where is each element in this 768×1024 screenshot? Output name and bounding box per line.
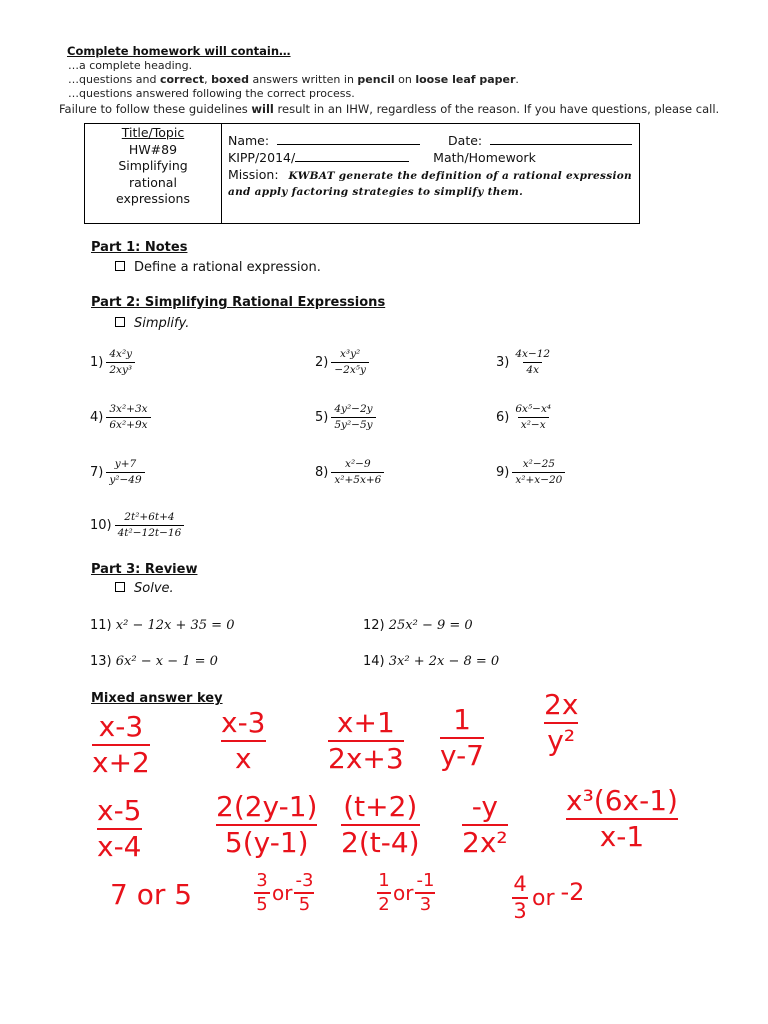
answer-12: 3 5 or -3 5 xyxy=(254,872,314,914)
answer-14: 4 3 or -2 xyxy=(513,872,585,923)
answer-5: 2x y² xyxy=(544,688,579,757)
answer-10: x³(6x-1) x-1 xyxy=(566,784,678,853)
part3-instruction: Solve. xyxy=(115,581,174,596)
date-label: Date: xyxy=(448,133,483,148)
problem-14: 14) 3x² + 2x − 8 = 0 xyxy=(363,654,500,669)
checkbox-icon xyxy=(115,582,125,592)
answer-6: x-5 x-4 xyxy=(97,794,142,863)
part2-heading: Part 2: Simplifying Rational Expressions xyxy=(91,295,386,310)
answer-7: 2(2y-1) 5(y-1) xyxy=(216,790,318,859)
checkbox-icon xyxy=(115,261,125,271)
part2-instruction: Simplify. xyxy=(115,316,189,331)
answer-13: 1 2 or -1 3 xyxy=(378,870,435,915)
student-info-cell xyxy=(222,124,640,224)
problem-4: 4) $\frac{\text{3x²+3x}}{\text{6x²+9x}}$ xyxy=(90,403,151,432)
title-topic-cell xyxy=(85,124,222,224)
checkbox-icon xyxy=(115,317,125,327)
part1-item: Define a rational expression. xyxy=(115,260,321,275)
class-blank[interactable] xyxy=(295,150,409,162)
problem-12: 12) 25x² − 9 = 0 xyxy=(363,618,473,633)
problem-6: 6) $\frac{\text{6x⁵−x⁴}}{\text{x²−x}}$ xyxy=(496,403,552,431)
problem-1: 1) $\frac{\text{4x²y}}{\text{2xy³}}$ xyxy=(90,348,135,377)
name-label: Name: xyxy=(228,133,270,148)
problem-9: 9) $\frac{\text{x²−25}}{\text{x²+x−20}}$ xyxy=(496,458,565,487)
homework-number: HW#89 xyxy=(128,141,178,157)
heading-box xyxy=(84,123,640,224)
answer-3: x+1 2x+3 xyxy=(328,706,404,775)
problem-10: 10) $\frac{\text{2t²+6t+4}}{\text{4t²−12t−16}}$ xyxy=(90,511,184,540)
answer-key-heading: Mixed answer key xyxy=(91,691,223,706)
part1-heading: Part 1: Notes xyxy=(91,240,188,255)
problem-8: 8) $\frac{\text{x²−9}}{\text{x²+5x+6}}$ xyxy=(315,458,384,487)
answer-1: x-3 x+2 xyxy=(92,710,150,779)
topic-line-2: rational xyxy=(129,174,177,190)
problem-3: 3) $\frac{4x-12}{4x}$ xyxy=(496,348,551,376)
instruction-line-3: …questions answered following the correct process. xyxy=(68,87,355,100)
instruction-line-2: …questions and correct, boxed answers written in pencil on loose leaf paper. xyxy=(68,73,519,86)
answer-11: 7 or 5 xyxy=(110,878,193,911)
problem-5: 5) $\frac{\text{4y²−2y}}{\text{5y²−5y}}$ xyxy=(315,403,376,432)
title-topic-label: Title/Topic xyxy=(121,125,185,140)
answer-2: x-3 x xyxy=(221,706,266,775)
part3-heading: Part 3: Review xyxy=(91,562,198,577)
date-blank[interactable] xyxy=(490,133,632,145)
answer-8: (t+2) 2(t-4) xyxy=(341,790,420,859)
subject-label: Math/Homework xyxy=(433,150,536,165)
kipp-label: KIPP/2014/ xyxy=(228,150,296,165)
failure-warning: Failure to follow these guidelines will result in an IHW, regardless of the reason. If you have questions, please call. xyxy=(59,102,720,116)
problem-13: 13) 6x² − x − 1 = 0 xyxy=(90,654,218,669)
topic-line-3: expressions xyxy=(116,191,190,206)
homework-title: Complete homework will contain… xyxy=(67,44,291,58)
problem-2: 2) $\frac{\text{x³y²}}{\text{−2x⁵y}}$ xyxy=(315,348,369,377)
mission-text-2: and apply factoring strategies to simplify them. xyxy=(228,186,524,198)
answer-4: 1 y-7 xyxy=(440,703,484,772)
answer-9: -y 2x² xyxy=(462,790,508,859)
instruction-line-1: …a complete heading. xyxy=(68,59,193,72)
problem-11: 11) x² − 12x + 35 = 0 xyxy=(90,618,235,633)
problem-7: 7) $\frac{y+7}{\text{y²−49}}$ xyxy=(90,458,145,487)
name-blank[interactable] xyxy=(277,133,420,145)
topic-line-1: Simplifying xyxy=(118,158,188,173)
mission-text-1: KWBAT generate the definition of a rational expression xyxy=(288,170,632,182)
mission-label: Mission: xyxy=(228,167,279,182)
